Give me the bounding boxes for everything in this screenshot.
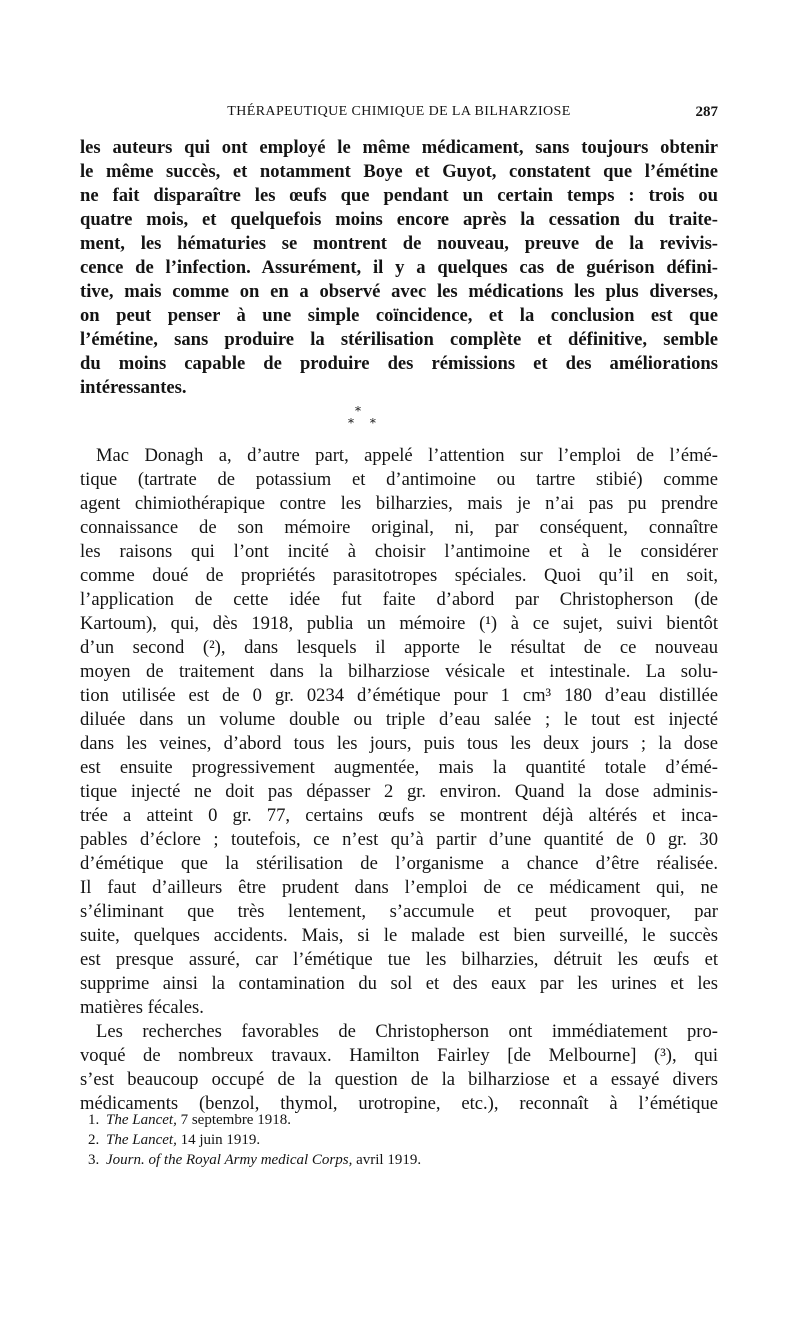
text-line: tion utilisée est de 0 gr. 0234 d’émétique pour 1 cm³ 180 d’eau distillée [80, 685, 718, 706]
paragraph-2 [80, 444, 718, 1020]
text-line: pables d’éclore ; toutefois, ce n’est qu’à partir d’une quantité de 0 gr. 30 [80, 829, 718, 850]
text-line: s’est beaucoup occupé de la question de la bilharziose et a essayé divers [80, 1069, 718, 1090]
text-line: tique injecté ne doit pas dépasser 2 gr. environ. Quand la dose adminis- [80, 781, 718, 802]
text-line: agent chimiothérapique contre les bilharzies, mais je n’ai pas pu prendre [80, 493, 718, 514]
text-line: matières fécales. [80, 997, 204, 1018]
footnote [88, 1150, 688, 1170]
footnote-detail: 7 septembre 1918. [176, 1112, 291, 1128]
footnote-source: The Lancet, [106, 1132, 177, 1148]
text-line: ne fait disparaître les œufs que pendant un certain temps : trois ou [80, 185, 718, 206]
text-line: Les recherches favorables de Christopherson ont immédiatement pro- [96, 1021, 718, 1042]
text-line: l’émétine, sans produire la stérilisation complète et définitive, semble [80, 329, 718, 350]
running-header [80, 104, 718, 128]
text-line: intéressantes. [80, 377, 187, 398]
text-line: on peut penser à une simple coïncidence, et la conclusion est que [80, 305, 718, 326]
footnote-detail: 14 juin 1919. [176, 1132, 261, 1148]
text-line: connaissance de son mémoire original, ni, par conséquent, connaître [80, 517, 718, 538]
footnote-detail: avril 1919. [352, 1152, 422, 1168]
text-line: voqué de nombreux travaux. Hamilton Fairley [de Melbourne] (³), qui [80, 1045, 718, 1066]
footnote-number: 1. [88, 1112, 100, 1128]
text-line: ment, les hématuries se montrent de nouveau, preuve de la revivis- [80, 233, 718, 254]
text-line: d’un second (²), dans lesquels il apporte le résultat de ce nouveau [80, 637, 718, 658]
text-line: dans les veines, d’abord tous les jours, puis tous les deux jours ; la dose [80, 733, 718, 754]
text-line: cence de l’infection. Assurément, il y a quelques cas de guérison défini- [80, 257, 718, 278]
asterism-top: * [355, 404, 361, 418]
text-line: est ensuite progressivement augmentée, mais la quantité totale d’émé- [80, 757, 718, 778]
footnote-number: 2. [88, 1132, 100, 1148]
text-line: suite, quelques accidents. Mais, si le malade est bien surveillé, le succès [80, 925, 718, 946]
asterism-bottom: * * [348, 416, 382, 430]
text-line: tique (tartrate de potassium et d’antimoine ou tartre stibié) comme [80, 469, 718, 490]
page-number: 287 [695, 104, 718, 120]
text-line: diluée dans un volume double ou triple d’eau salée ; le tout est injecté [80, 709, 718, 730]
footnote-source: Journ. of the Royal Army medical Corps, [106, 1152, 353, 1168]
running-title: THÉRAPEUTIQUE CHIMIQUE DE LA BILHARZIOSE [227, 104, 571, 119]
footnote [88, 1130, 688, 1150]
paragraph-1 [80, 136, 718, 400]
text-line: les raisons qui l’ont incité à choisir l’antimoine et à le considérer [80, 541, 718, 562]
text-line: d’émétique que la stérilisation de l’organisme a chance d’être réalisée. [80, 853, 718, 874]
text-line: tive, mais comme on en a observé avec les médications les plus diverses, [80, 281, 718, 302]
text-line: Kartoum), qui, dès 1918, publia un mémoire (¹) à ce sujet, suivi bientôt [80, 613, 718, 634]
section-separator [80, 400, 718, 444]
paragraph-3 [80, 1020, 718, 1116]
text-line: le même succès, et notamment Boye et Guyot, constatent que l’émétine [80, 161, 718, 182]
text-line: Mac Donagh a, d’autre part, appelé l’attention sur l’emploi de l’émé- [96, 445, 718, 466]
footnote [88, 1110, 688, 1130]
body-text [80, 136, 718, 1116]
text-line: s’éliminant que très lentement, s’accumule et peut provoquer, par [80, 901, 718, 922]
text-line: trée a atteint 0 gr. 77, certains œufs se montrent déjà altérés et inca- [80, 805, 718, 826]
text-line: les auteurs qui ont employé le même médicament, sans toujours obtenir [80, 137, 718, 158]
footnote-number: 3. [88, 1152, 100, 1168]
text-line: l’application de cette idée fut faite d’abord par Christopherson (de [80, 589, 718, 610]
footnotes [88, 1110, 688, 1170]
text-line: quatre mois, et quelquefois moins encore après la cessation du traite- [80, 209, 718, 230]
text-line: Il faut d’ailleurs être prudent dans l’emploi de ce médicament qui, ne [80, 877, 718, 898]
text-line: moyen de traitement dans la bilharziose vésicale et intestinale. La solu- [80, 661, 718, 682]
text-line: est presque assuré, car l’émétique tue les bilharzies, détruit les œufs et [80, 949, 718, 970]
footnote-source: The Lancet, [106, 1112, 177, 1128]
text-line: supprime ainsi la contamination du sol et des eaux par les urines et les [80, 973, 718, 994]
text-line: du moins capable de produire des rémissions et des améliorations [80, 353, 718, 374]
text-line: comme doué de propriétés parasitotropes spéciales. Quoi qu’il en soit, [80, 565, 718, 586]
text-line: médicaments (benzol, thymol, urotropine, etc.), reconnaît à l’émétique [80, 1093, 718, 1114]
